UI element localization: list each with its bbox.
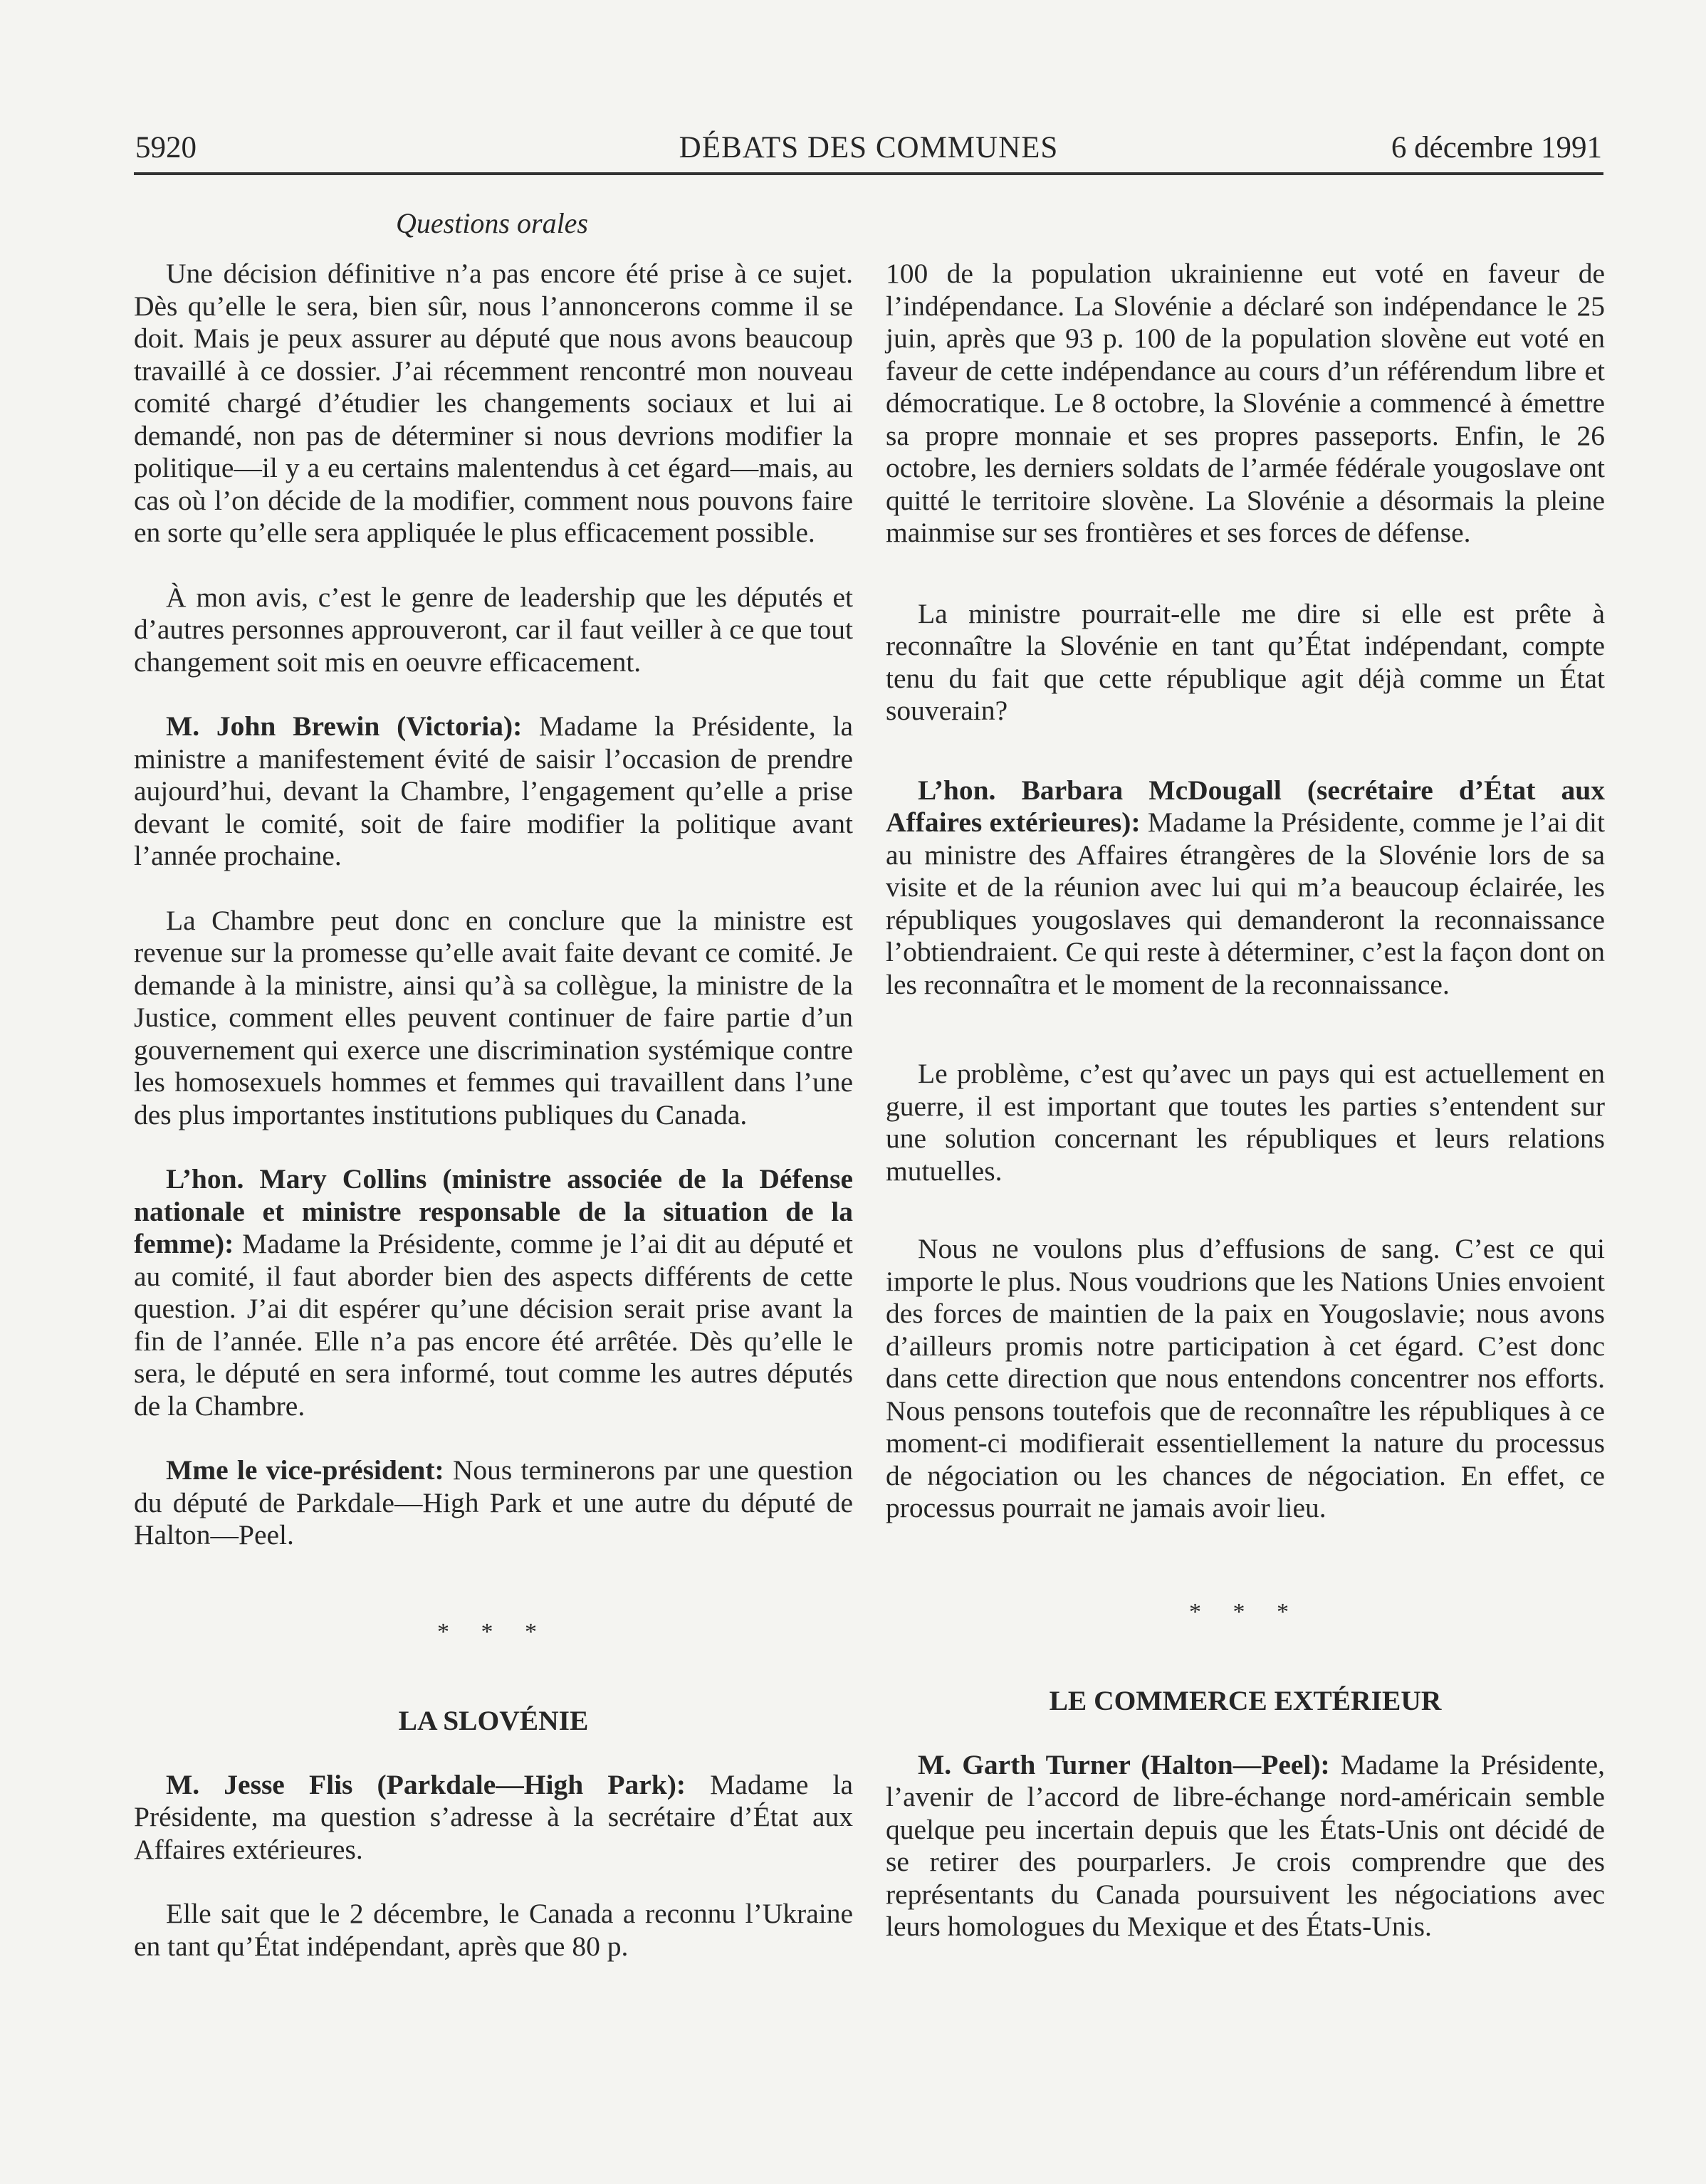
- speech-paragraph: [886, 775, 1605, 1002]
- page-number: 5920: [135, 131, 197, 164]
- paragraph: Elle sait que le 2 décembre, le Canada a reconnu l’Ukraine en tant qu’État indépendant, après que 80 p.: [134, 1898, 853, 1962]
- paragraph: Une décision définitive n’a pas encore été prise à ce sujet. Dès qu’elle le sera, bien sûr, nous l’annoncerons comme il se doit. Mais je peux assurer au député que nous avons beaucoup travaillé à ce dossier. J’ai récemment rencontré mon nouveau comité chargé d’étudier les changements sociaux et lui ai demandé, non pas de déterminer si nous devrions modifier la politique—il y a eu certains malentendus à cet égard—mais, au cas où l’on décide de la modifier, comment nous pouvons faire en sorte qu’elle sera appliquée le plus efficacement possible.: [134, 258, 853, 548]
- speech-text: Madame la Présidente, l’avenir de l’accord de libre-échange nord-américain semble quelque peu incertain depuis que les États-Unis ont décidé de se retirer des pourparlers. Je crois comprendre que des représentants du Canada poursuivent les négociations avec leurs homologues du Mexique et des États-Unis.: [886, 1748, 1605, 1942]
- speech-text: Madame la Présidente, ma question s’adresse à la secrétaire d’État aux Affaires extérieures.: [134, 1768, 854, 1865]
- speech-paragraph: [134, 1769, 853, 1867]
- running-head: Questions orales: [396, 207, 588, 239]
- speaker-name: Mme le vice-président:: [166, 1454, 444, 1486]
- speech-text: Nous terminerons par une question du député de Parkdale—High Park et une autre du député de Halton—Peel.: [134, 1454, 853, 1550]
- speech-paragraph: [134, 1163, 853, 1422]
- speaker-name: L’hon. Barbara McDougall (secrétaire d’État aux Affaires extérieures):: [886, 774, 1605, 838]
- left-column: [134, 258, 853, 1995]
- speaker-name: M. John Brewin (Victoria):: [166, 710, 523, 742]
- paragraph: Le problème, c’est qu’avec un pays qui est actuellement en guerre, il est important que toutes les parties s’entendent sur une solution concernant les républiques et leurs relations mutuelles.: [886, 1058, 1605, 1187]
- section-heading: LA SLOVÉNIE: [398, 1705, 589, 1736]
- speaker-name: M. Garth Turner (Halton—Peel):: [918, 1748, 1330, 1780]
- paragraph: Nous ne voulons plus d’effusions de sang. C’est ce qui importe le plus. Nous voudrions que les Nations Unies envoient des forces de maintien de la paix en Yougoslavie; nous avons d’ailleurs promis notre participation à cet égard. C’est donc dans cette direction que nous entendons concentrer nos efforts. Nous pensons toutefois que de reconnaître les républiques à ce moment-ci modifierait essentiellement la nature du processus de négociation ou les chances de négociation. En effet, ce processus pourrait ne jamais avoir lieu.: [886, 1233, 1605, 1523]
- publication-title: DÉBATS DES COMMUNES: [679, 131, 1059, 164]
- paragraph: La ministre pourrait-elle me dire si elle est prête à reconnaître la Slovénie en tant qu’État indépendant, compte tenu du fait que cette république agit déjà comme un État souverain?: [886, 597, 1605, 726]
- speech-text: Madame la Présidente, comme je l’ai dit au ministre des Affaires étrangères de la Slovénie lors de sa visite et de la réunion avec lui qui m’a beaucoup éclairée, les républiques yougoslaves qui demanderont la reconnaissance l’obtiendraient. Ce qui reste à déterminer, c’est la façon dont on les reconnaîtra et le moment de la reconnaissance.: [886, 807, 1605, 1000]
- issue-date: 6 décembre 1991: [1391, 131, 1602, 164]
- speech-text: Madame la Présidente, comme je l’ai dit au député et au comité, il faut aborder bien des aspects différents de cette question. J’ai dit espérer qu’une décision serait prise avant la fin de l’année. Elle n’a pas encore été arrêtée. Dès qu’elle le sera, le député en sera informé, tout comme les autres députés de la Chambre.: [134, 1228, 853, 1422]
- header-rule: [134, 172, 1603, 175]
- section-separator: * * *: [1189, 1598, 1302, 1625]
- section-heading: LE COMMERCE EXTÉRIEUR: [1049, 1685, 1442, 1716]
- speech-text: Madame la Présidente, la ministre a manifestement évité de saisir l’occasion de prendre aujourd’hui, devant la Chambre, l’engagement qu’elle a prise devant le comité, soit de faire modifier la politique avant l’année prochaine.: [134, 710, 853, 871]
- right-column: [886, 258, 1605, 1975]
- paragraph: À mon avis, c’est le genre de leadership que les députés et d’autres personnes approuveront, car il faut veiller à ce que tout changement soit mis en oeuvre efficacement.: [134, 581, 853, 678]
- section-separator: * * *: [437, 1618, 550, 1645]
- speech-paragraph: [886, 1749, 1605, 1943]
- page-header: [135, 127, 1602, 169]
- speaker-name: M. Jesse Flis (Parkdale—High Park):: [166, 1768, 686, 1800]
- paragraph: La Chambre peut donc en conclure que la ministre est revenue sur la promesse qu’elle avait faite devant ce comité. Je demande à la ministre, ainsi qu’à sa collègue, la ministre de la Justice, comment elles peuvent continuer de faire partie d’un gouvernement qui exerce une discrimination systémique contre les homosexuels hommes et femmes qui travaillent dans l’une des plus importantes institutions publiques du Canada.: [134, 904, 853, 1130]
- speech-paragraph: [134, 1454, 853, 1552]
- speaker-name: L’hon. Mary Collins (ministre associée de la Défense nationale et ministre responsable de la situation de la femme):: [134, 1163, 853, 1259]
- paragraph: 100 de la population ukrainienne eut voté en faveur de l’indépendance. La Slovénie a déclaré son indépendance le 25 juin, après que 93 p. 100 de la population slovène eut voté en faveur de cette indépendance au cours d’un référendum libre et démocratique. Le 8 octobre, la Slovénie a commencé à émettre sa propre monnaie et ses propres passeports. Enfin, le 26 octobre, les derniers soldats de l’armée fédérale yougoslave ont quitté le territoire slovène. La Slovénie a désormais la pleine mainmise sur ses frontières et ses forces de défense.: [886, 258, 1605, 548]
- speech-paragraph: [134, 710, 853, 873]
